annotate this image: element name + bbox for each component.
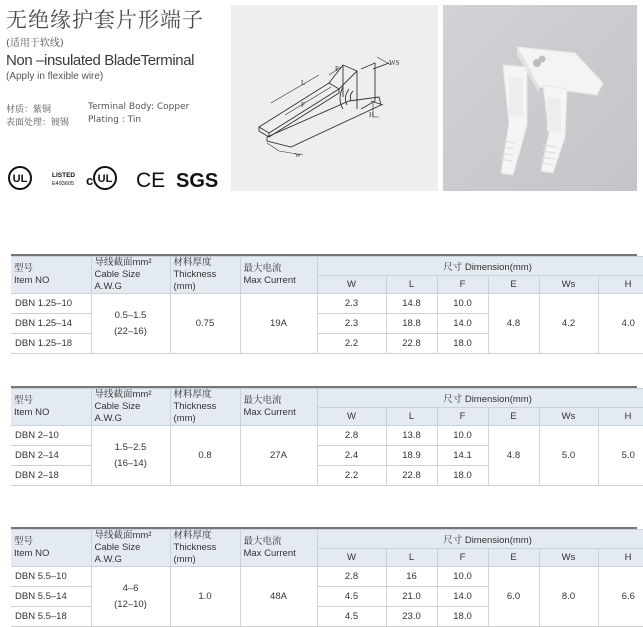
ul-text: UL (12, 173, 28, 185)
table-row (11, 426, 643, 446)
cell-e: 6.0 (488, 567, 539, 627)
cell-l: 23.0 (386, 607, 437, 627)
cell-max-current: 27A (240, 426, 317, 486)
body-en: Terminal Body: Copper (88, 102, 190, 112)
th-dim-col: L (386, 407, 437, 426)
th-dim-col: W (317, 548, 386, 567)
th-dim-col: H (598, 548, 643, 567)
cell-l: 21.0 (386, 587, 437, 607)
cell-cable-size: 1.5–2.5 (16–14) (91, 426, 170, 486)
spec-table (11, 388, 643, 486)
cell-ws: 5.0 (539, 426, 598, 486)
th-item-no: 型号 Item NO (11, 389, 91, 426)
cell-f: 14.1 (437, 446, 488, 466)
th-dim-col: L (386, 548, 437, 567)
ul-logo-icon (9, 167, 31, 189)
cell-item-no: DBN 1.25–14 (11, 314, 91, 334)
certification-logos (6, 160, 226, 196)
cell-max-current: 48A (240, 567, 317, 627)
cell-e: 4.8 (488, 294, 539, 354)
cell-w: 2.2 (317, 466, 386, 486)
cell-l: 18.8 (386, 314, 437, 334)
cell-h: 4.0 (598, 294, 643, 354)
dim-label-e: E (335, 65, 340, 73)
ce-mark-icon: CE (136, 169, 166, 192)
th-dim-col: E (488, 275, 539, 294)
th-thickness: 材料厚度 Thickness (mm) (170, 530, 240, 567)
th-dim-col: W (317, 275, 386, 294)
cell-l: 14.8 (386, 294, 437, 314)
cell-ws: 8.0 (539, 567, 598, 627)
page-title-zh: 无绝缘护套片形端子 (6, 8, 204, 32)
cell-w: 4.5 (317, 607, 386, 627)
th-dim-col: Ws (539, 548, 598, 567)
th-dim-col: Ws (539, 407, 598, 426)
th-cable-size: 导线截面mm² Cable Size A.W.G (91, 389, 170, 426)
cul-c-text: c (86, 173, 94, 188)
cell-f: 18.0 (437, 607, 488, 627)
cell-l: 18.9 (386, 446, 437, 466)
page-title-en: Non –insulated BladeTerminal (6, 52, 195, 69)
cul-ul-text: UL (97, 173, 113, 185)
th-item-no: 型号 Item NO (11, 530, 91, 567)
th-dim-col: F (437, 548, 488, 567)
cell-item-no: DBN 2–18 (11, 466, 91, 486)
th-dim-col: Ws (539, 275, 598, 294)
cell-w: 2.8 (317, 567, 386, 587)
th-cable-size: 导线截面mm² Cable Size A.W.G (91, 257, 170, 294)
cell-item-no: DBN 5.5–18 (11, 607, 91, 627)
cell-thickness: 0.75 (170, 294, 240, 354)
material-zh: 材质：紫铜 (6, 105, 52, 115)
listed-text-group (52, 172, 75, 187)
cell-ws: 4.2 (539, 294, 598, 354)
surface-zh: 表面处理：镀锡 (6, 118, 70, 128)
cell-max-current: 19A (240, 294, 317, 354)
cell-thickness: 1.0 (170, 567, 240, 627)
spec-table (11, 256, 643, 354)
cell-w: 2.3 (317, 294, 386, 314)
th-dim-col: F (437, 275, 488, 294)
cell-item-no: DBN 1.25–10 (11, 294, 91, 314)
cell-item-no: DBN 2–14 (11, 446, 91, 466)
cell-thickness: 0.8 (170, 426, 240, 486)
cell-f: 14.0 (437, 587, 488, 607)
th-dimension: 尺寸 Dimension(mm) (317, 257, 643, 276)
cell-item-no: DBN 1.25–18 (11, 334, 91, 354)
table-row (11, 294, 643, 314)
cell-f: 10.0 (437, 567, 488, 587)
cell-cable-size: 0.5–1.5 (22–16) (91, 294, 170, 354)
cell-item-no: DBN 5.5–10 (11, 567, 91, 587)
cell-f: 10.0 (437, 426, 488, 446)
th-thickness: 材料厚度 Thickness (mm) (170, 257, 240, 294)
th-max-current: 最大电流 Max Current (240, 389, 317, 426)
th-dimension: 尺寸 Dimension(mm) (317, 389, 643, 408)
th-dim-col: L (386, 275, 437, 294)
cell-item-no: DBN 5.5–14 (11, 587, 91, 607)
th-dim-col: E (488, 548, 539, 567)
th-max-current: 最大电流 Max Current (240, 257, 317, 294)
cell-w: 4.5 (317, 587, 386, 607)
th-cable-size: 导线截面mm² Cable Size A.W.G (91, 530, 170, 567)
terminal-drawing-svg (231, 5, 438, 191)
cell-e: 4.8 (488, 426, 539, 486)
certification-logos-svg (6, 160, 226, 196)
cell-item-no: DBN 2–10 (11, 426, 91, 446)
cell-l: 16 (386, 567, 437, 587)
th-dim-col: E (488, 407, 539, 426)
cell-w: 2.2 (317, 334, 386, 354)
subtitle-en: (Apply in flexible wire) (6, 71, 104, 82)
th-item-no: 型号 Item NO (11, 257, 91, 294)
listed-text: LISTED (52, 172, 76, 179)
th-dim-col: H (598, 275, 643, 294)
cul-logo-icon (86, 167, 116, 189)
cell-l: 22.8 (386, 334, 437, 354)
product-photo (443, 5, 637, 191)
spec-table (11, 529, 643, 627)
dim-label-ws: WS (389, 59, 400, 67)
cell-w: 2.3 (317, 314, 386, 334)
cell-w: 2.4 (317, 446, 386, 466)
dim-label-f: F (301, 101, 305, 109)
plating-en: Plating : Tin (88, 115, 142, 125)
cell-w: 2.8 (317, 426, 386, 446)
cell-f: 18.0 (437, 466, 488, 486)
th-dim-col: W (317, 407, 386, 426)
subtitle-zh: (适用于软线) (6, 38, 64, 49)
dim-label-l: L (301, 79, 306, 87)
cell-l: 13.8 (386, 426, 437, 446)
listed-number: E493605 (52, 181, 75, 187)
cell-h: 5.0 (598, 426, 643, 486)
cell-h: 6.6 (598, 567, 643, 627)
terminal-diagram (231, 5, 438, 191)
dim-label-w: W (295, 153, 301, 159)
dim-label-h: H (369, 111, 375, 119)
th-dimension: 尺寸 Dimension(mm) (317, 530, 643, 549)
table-row (11, 567, 643, 587)
cell-f: 10.0 (437, 294, 488, 314)
terminal-photo-svg (443, 5, 637, 191)
th-dim-col: H (598, 407, 643, 426)
cell-f: 14.0 (437, 314, 488, 334)
th-thickness: 材料厚度 Thickness (mm) (170, 389, 240, 426)
th-dim-col: F (437, 407, 488, 426)
th-max-current: 最大电流 Max Current (240, 530, 317, 567)
sgs-mark-icon: SGS (176, 170, 219, 192)
cell-l: 22.8 (386, 466, 437, 486)
cell-f: 18.0 (437, 334, 488, 354)
cell-cable-size: 4–6 (12–10) (91, 567, 170, 627)
